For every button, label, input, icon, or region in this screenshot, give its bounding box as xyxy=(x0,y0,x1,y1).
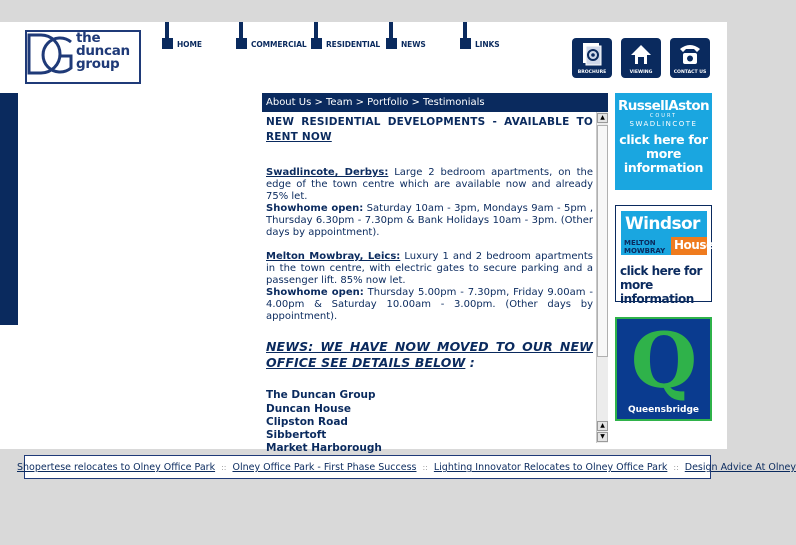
rent-now-link[interactable]: RENT NOW xyxy=(266,131,332,143)
logo-line-the: the xyxy=(76,30,101,46)
address-line: The Duncan Group xyxy=(266,389,376,401)
ticker-item[interactable]: Lighting Innovator Relocates to Olney Office Park xyxy=(433,462,668,473)
nav-residential-label[interactable]: RESIDENTIAL xyxy=(326,40,381,49)
nav-commercial-label[interactable]: COMMERCIAL xyxy=(251,40,307,49)
brochure-icon xyxy=(580,41,604,67)
nav-news-label[interactable]: NEWS xyxy=(401,40,426,49)
viewing-icon xyxy=(629,41,653,67)
windsor-house-ad[interactable] xyxy=(615,205,714,306)
russell-brand-2: Aston xyxy=(668,98,710,114)
queensbridge-ad[interactable] xyxy=(615,317,712,421)
ticker-separator: :: xyxy=(422,463,428,472)
news-ticker xyxy=(17,455,796,479)
russell-cta: click here for more information xyxy=(619,132,708,175)
address-line: Sibbertoft xyxy=(266,429,327,441)
content-panel xyxy=(262,112,596,454)
windsor-brand: Windsor xyxy=(625,214,700,234)
address-line: Duncan House xyxy=(266,403,351,415)
russell-brand-1: Russell xyxy=(617,98,669,114)
telephone-icon xyxy=(678,41,702,67)
address-line: Market Harborough xyxy=(266,442,382,454)
russell-aston-ad[interactable] xyxy=(615,93,712,190)
developments-headline: NEW RESIDENTIAL DEVELOPMENTS - AVAILABLE TO RENT NOW xyxy=(266,116,593,143)
logo-text xyxy=(76,32,130,71)
left-decorative-block xyxy=(0,93,18,325)
brochure-button[interactable] xyxy=(572,38,612,78)
ticker-item[interactable]: Shopertese relocates to Olney Office Park xyxy=(17,462,216,473)
viewing-label: VIEWING xyxy=(629,70,653,75)
windsor-house: House xyxy=(674,238,714,252)
windsor-cta: click here for more information xyxy=(620,264,702,306)
queensbridge-name: Queensbridge xyxy=(628,405,699,415)
news-headline: NEWS: WE HAVE NOW MOVED TO OUR NEW OFFICE SEE DETAILS BELOW : xyxy=(266,339,593,370)
logo-line-group: group xyxy=(76,56,120,72)
ticker-separator: :: xyxy=(221,463,227,472)
scroll-up-lower-button[interactable]: ▲ xyxy=(597,421,608,431)
nav-commercial[interactable] xyxy=(236,22,308,52)
scroll-down-button[interactable]: ▼ xyxy=(597,432,608,442)
breadcrumb[interactable]: About Us > Team > Portfolio > Testimonials xyxy=(262,93,608,112)
swadlincote-link[interactable]: Swadlincote, Derbys: xyxy=(266,167,389,178)
logo-line-duncan: duncan xyxy=(76,43,130,59)
nav-home[interactable] xyxy=(162,22,222,52)
queensbridge-logo-letter: Q xyxy=(630,316,698,405)
nav-links[interactable] xyxy=(460,22,510,52)
contact-us-label: CONTACT US xyxy=(673,70,707,75)
scroll-up-button[interactable]: ▲ xyxy=(597,113,608,123)
scroll-thumb[interactable] xyxy=(597,125,608,357)
nav-links-label[interactable]: LINKS xyxy=(475,40,500,49)
windsor-town-2: MOWBRAY xyxy=(624,247,666,255)
news-link[interactable]: NEWS: WE HAVE NOW MOVED TO OUR NEW OFFICE SEE DETAILS BELOW xyxy=(266,339,593,370)
melton-paragraph: Melton Mowbray, Leics: Luxury 1 and 2 bedroom apartments in the town centre, with electric gates to secure parking and a passenger lift. 85% now let. Showhome open: Thursday 5.00pm - 7.30pm, Friday 9.00am - 4.00pm & Saturday 10.00am - 3.00pm. (Other days by appointment). xyxy=(266,251,594,322)
address-line: Clipston Road xyxy=(266,416,348,428)
logo-mark-icon xyxy=(27,32,73,76)
brochure-label: BROCHURE xyxy=(577,70,607,75)
viewing-button[interactable] xyxy=(621,38,661,78)
russell-sub: COURT xyxy=(649,113,678,119)
top-strip xyxy=(0,0,727,22)
ticker-item[interactable]: Olney Office Park - First Phase Success xyxy=(232,462,417,473)
contact-us-button[interactable] xyxy=(670,38,710,78)
windsor-town-1: MELTON xyxy=(624,239,656,247)
russell-town: SWADLINCOTE xyxy=(629,120,698,128)
swadlincote-paragraph: Swadlincote, Derbys: Large 2 bedroom apartments, on the edge of the town centre which are available now and already 75% let. Showhome open: Saturday 10am - 3pm, Mondays 9am - 5pm , Thursday 6.30pm - 7.30pm & Bank Holidays 10am - 3pm. (Other days by appointment). xyxy=(266,167,593,238)
ticker-separator: :: xyxy=(673,463,679,472)
nav-residential[interactable] xyxy=(311,22,383,52)
melton-link[interactable]: Melton Mowbray, Leics: xyxy=(266,251,401,262)
ticker-item[interactable]: Design Advice At Olney xyxy=(684,462,796,473)
nav-news[interactable] xyxy=(386,22,446,52)
nav-home-label[interactable]: HOME xyxy=(177,40,202,49)
